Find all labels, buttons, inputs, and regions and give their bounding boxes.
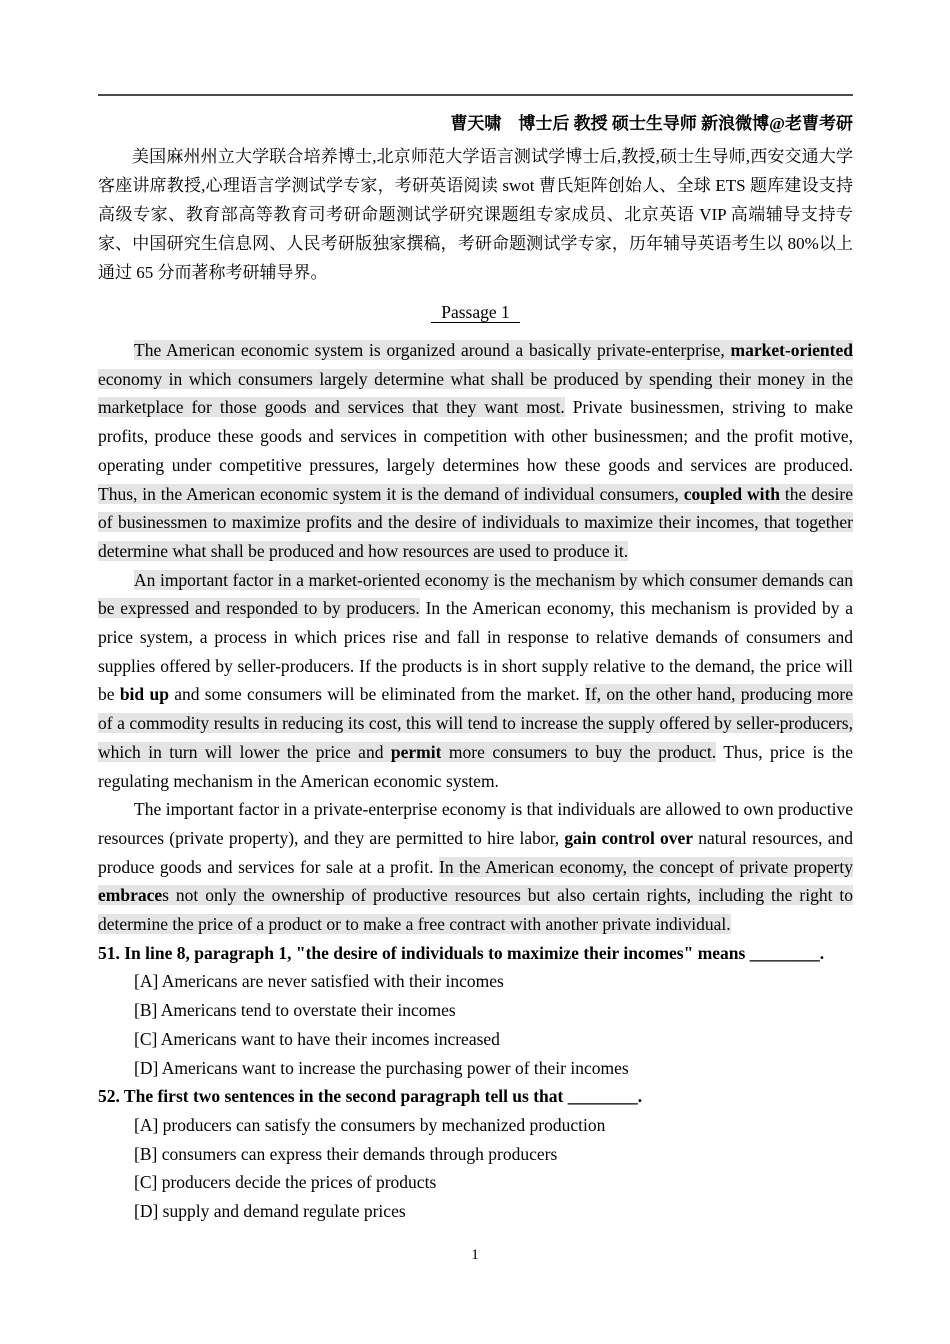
author-bio: 美国麻州州立大学联合培养博士,北京师范大学语言测试学博士后,教授,硕士生导师,西安交通大学客座讲席教授,心理语言学测试学专家，考研英语阅读 swot 曹氏矩阵创始人、全球 ETS 题库建设支持高级专家、教育部高等教育司考研命题测试学研究课题组专家成员、北京英语 VIP 高端辅导支持专家、中国研究生信息网、人民考研版独家撰稿，考研命题测试学专家，历年辅导英语考生以 80%以上通过 65 分而著称考研辅导界。 <box>98 147 853 282</box>
passage-segment: In the American economy, this mechanism is provided by a price system, a process in which prices rise and fall in response to relative demands of consumers and supplies offered by seller-producers. If the products is in short supply relative to the demand, the price will be <box>98 598 853 705</box>
question-52 <box>98 1082 853 1226</box>
question-52-stem: 52. The first two sentences in the second paragraph tell us that ________. <box>98 1086 643 1107</box>
passage-segment: In the American economy, the concept of private property <box>439 856 853 877</box>
passage-paragraph-3 <box>98 795 853 939</box>
passage-paragraph-1 <box>98 336 853 566</box>
question-52-option-c: [C] producers decide the prices of products <box>134 1172 437 1193</box>
passage-segment: If, on the other hand, producing more of a commodity results in reducing its cost, this will tend to increase the supply offered by seller-producers, which in turn will lower the price and <box>98 684 853 762</box>
passage-title-text: Passage 1 <box>431 302 520 323</box>
passage-title <box>98 300 853 324</box>
passage-segment: The American economic system is organized around a basically private-enterprise, <box>134 340 731 360</box>
passage-segment: s not only the ownership of productive resources but also certain rights, including the right to determine the price of a product or to make a free contract with another private individual. <box>98 885 853 935</box>
vocab-term: permit <box>390 741 442 762</box>
passage-segment: natural resources, and produce goods and services for sale at a profit. <box>98 827 854 877</box>
passage-segment: the desire of businessmen to maximize profits and the desire of individuals to maximize their incomes, that together determine what shall be produced and how resources are used to produce it. <box>98 483 854 561</box>
passage-segment: Thus, in the American economic system it is the demand of individual consumers, <box>98 483 684 504</box>
passage-segment: economy in which consumers largely determine what shall be produced by spending their money in the marketplace for those goods and services that they want most. <box>98 368 853 418</box>
passage-segment: An important factor in a market-oriented economy is the mechanism by which consumer demands can be expressed and responded to by producers. <box>98 569 853 619</box>
question-51-option-d: [D] Americans want to increase the purchasing power of their incomes <box>134 1057 629 1078</box>
question-52-option-b: [B] consumers can express their demands through producers <box>134 1143 558 1164</box>
vocab-term: bid up <box>119 684 169 705</box>
question-52-option-a: [A] producers can satisfy the consumers by mechanized production <box>134 1114 606 1135</box>
question-51-option-a: [A] Americans are never satisfied with their incomes <box>134 971 504 992</box>
author-credentials: 曹天啸 博士后 教授 硕士生导师 新浪微博@老曹考研 <box>450 114 853 133</box>
passage-segment: The important factor in a private-enterprise economy is that individuals are allowed to own productive resources (private property), and they are permitted to hire labor, <box>98 799 853 848</box>
question-51-option-b: [B] Americans tend to overstate their incomes <box>134 1000 456 1021</box>
passage-segment: Thus, price is the regulating mechanism in the American economic system. <box>98 741 853 791</box>
vocab-term: coupled with <box>683 483 781 504</box>
passage-segment: and some consumers will be eliminated from the market. <box>168 684 585 705</box>
passage-paragraph-2 <box>98 566 853 796</box>
page-number: 1 <box>471 1247 479 1263</box>
vocab-term: gain control over <box>564 827 694 848</box>
header-divider <box>98 94 853 96</box>
vocab-term: embrace <box>98 885 163 906</box>
question-52-option-d: [D] supply and demand regulate prices <box>134 1201 406 1222</box>
passage-segment: more consumers to buy the product. <box>441 741 717 762</box>
question-51-option-c: [C] Americans want to have their incomes increased <box>134 1028 500 1049</box>
vocab-term: market-oriented <box>730 340 853 360</box>
passage-body <box>98 336 853 939</box>
question-51-stem: 51. In line 8, paragraph 1, "the desire of individuals to maximize their incomes" means ________. <box>98 942 825 963</box>
passage-segment: Private businessmen, striving to make profits, produce these goods and services in competition with other businessmen; and the profit motive, operating under competitive pressures, largely determines how these goods and services are produced. <box>98 397 853 475</box>
question-51 <box>98 939 853 1083</box>
